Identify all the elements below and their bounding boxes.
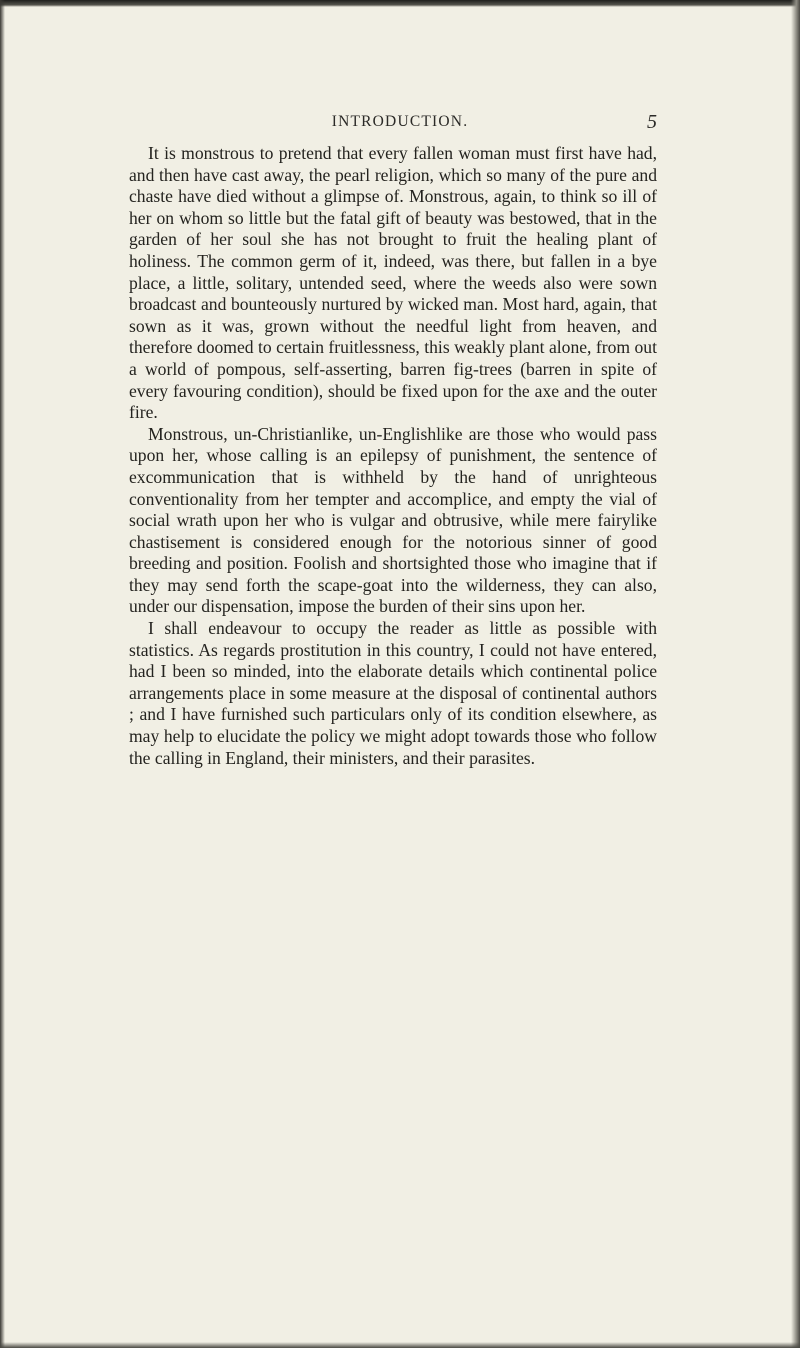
body-text [129,143,657,769]
scan-edge-right [791,0,800,1348]
scan-edge-bottom [0,1342,800,1348]
paragraph-3: I shall endeavour to occupy the reader as little as possible with statistics. As regards prostitution in this country, I could not have entered, had I been so minded, into the elaborate details which continental police arrangements place in some measure at the disposal of continental authors ; and I have furnished such particulars only of its condition elsewhere, as may help to elucidate the policy we might adopt towards those who follow the calling in England, their ministers, and their parasites. [129,618,657,768]
scan-edge-top [0,0,800,7]
running-head [0,111,800,135]
paragraph-1: It is monstrous to pretend that every fallen woman must first have had, and then have cast away, the pearl religion, which so many of the pure and chaste have died without a glimpse of. Monstrous, again, to think so ill of her on whom so little but the fatal gift of beauty was bestowed, that in the garden of her soul she has not brought to fruit the healing plant of holiness. The common germ of it, indeed, was there, but fallen in a bye place, a little, solitary, untended seed, where the weeds also were sown broadcast and bounteously nurtured by wicked man. Most hard, again, that sown as it was, grown without the needful light from heaven, and therefore doomed to certain fruitlessness, this weakly plant alone, from out a world of pompous, self-asserting, barren fig-trees (barren in spite of every favouring condition), should be fixed upon for the axe and the outer fire. [129,143,657,423]
scan-edge-left [0,0,5,1348]
paragraph-2: Monstrous, un-Christianlike, un-Englishlike are those who would pass upon her, whose calling is an epilepsy of punishment, the sentence of excommunication that is withheld by the hand of unrighteous conventionality from her tempter and accomplice, and empty the vial of social wrath upon her who is vulgar and obtrusive, while mere fairylike chastisement is considered enough for the notorious sinner of good breeding and position. Foolish and shortsighted those who imagine that if they may send forth the scape-goat into the wilderness, they can also, under our dispensation, impose the burden of their sins upon her. [129,423,657,617]
running-title: INTRODUCTION. [331,113,469,130]
page-number: 5 [647,111,657,133]
